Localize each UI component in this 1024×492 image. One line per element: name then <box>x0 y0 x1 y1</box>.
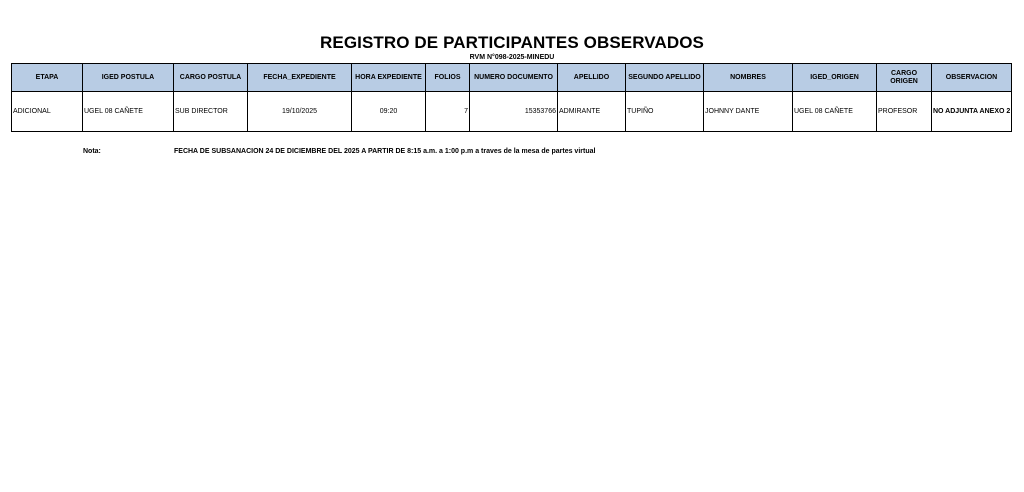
header-nombres: NOMBRES <box>704 64 793 92</box>
header-iged-postula: IGED POSTULA <box>83 64 174 92</box>
document-subtitle: RVM N°098-2025-MINEDU <box>469 54 555 61</box>
cell-nombres: JOHNNY DANTE <box>704 92 793 132</box>
header-observacion: OBSERVACION <box>932 64 1012 92</box>
cell-apellido: ADMIRANTE <box>558 92 626 132</box>
header-hora-expediente: HORA EXPEDIENTE <box>352 64 426 92</box>
header-fecha-expediente: FECHA_EXPEDIENTE <box>248 64 352 92</box>
header-cargo-postula: CARGO POSTULA <box>174 64 248 92</box>
header-apellido: APELLIDO <box>558 64 626 92</box>
cell-folios: 7 <box>426 92 470 132</box>
document-title: REGISTRO DE PARTICIPANTES OBSERVADOS <box>320 33 704 52</box>
cell-hora-expediente: 09:20 <box>352 92 426 132</box>
table-header-row <box>12 64 1012 92</box>
cell-segundo-apellido: TUPIÑO <box>626 92 704 132</box>
header-folios: FOLIOS <box>426 64 470 92</box>
participants-table <box>11 63 1012 132</box>
header-iged-origen: IGED_ORIGEN <box>793 64 877 92</box>
cell-iged-postula: UGEL 08 CAÑETE <box>83 92 174 132</box>
table-row <box>12 92 1012 132</box>
cell-numero-documento: 15353766 <box>470 92 558 132</box>
note-text: FECHA DE SUBSANACION 24 DE DICIEMBRE DEL 2025 A PARTIR DE 8:15 a.m. a 1:00 p.m a traves de la mesa de partes virtual <box>174 148 596 155</box>
header-etapa: ETAPA <box>12 64 83 92</box>
header-segundo-apellido: SEGUNDO APELLIDO <box>626 64 704 92</box>
cell-cargo-postula: SUB DIRECTOR <box>174 92 248 132</box>
header-numero-documento: NUMERO DOCUMENTO <box>470 64 558 92</box>
cell-etapa: ADICIONAL <box>12 92 83 132</box>
header-cargo-origen: CARGO ORIGEN <box>877 64 932 92</box>
cell-iged-origen: UGEL 08 CAÑETE <box>793 92 877 132</box>
cell-observacion: NO ADJUNTA ANEXO 2 <box>932 92 1012 132</box>
cell-cargo-origen: PROFESOR <box>877 92 932 132</box>
note-label: Nota: <box>83 148 101 155</box>
cell-fecha-expediente: 19/10/2025 <box>248 92 352 132</box>
